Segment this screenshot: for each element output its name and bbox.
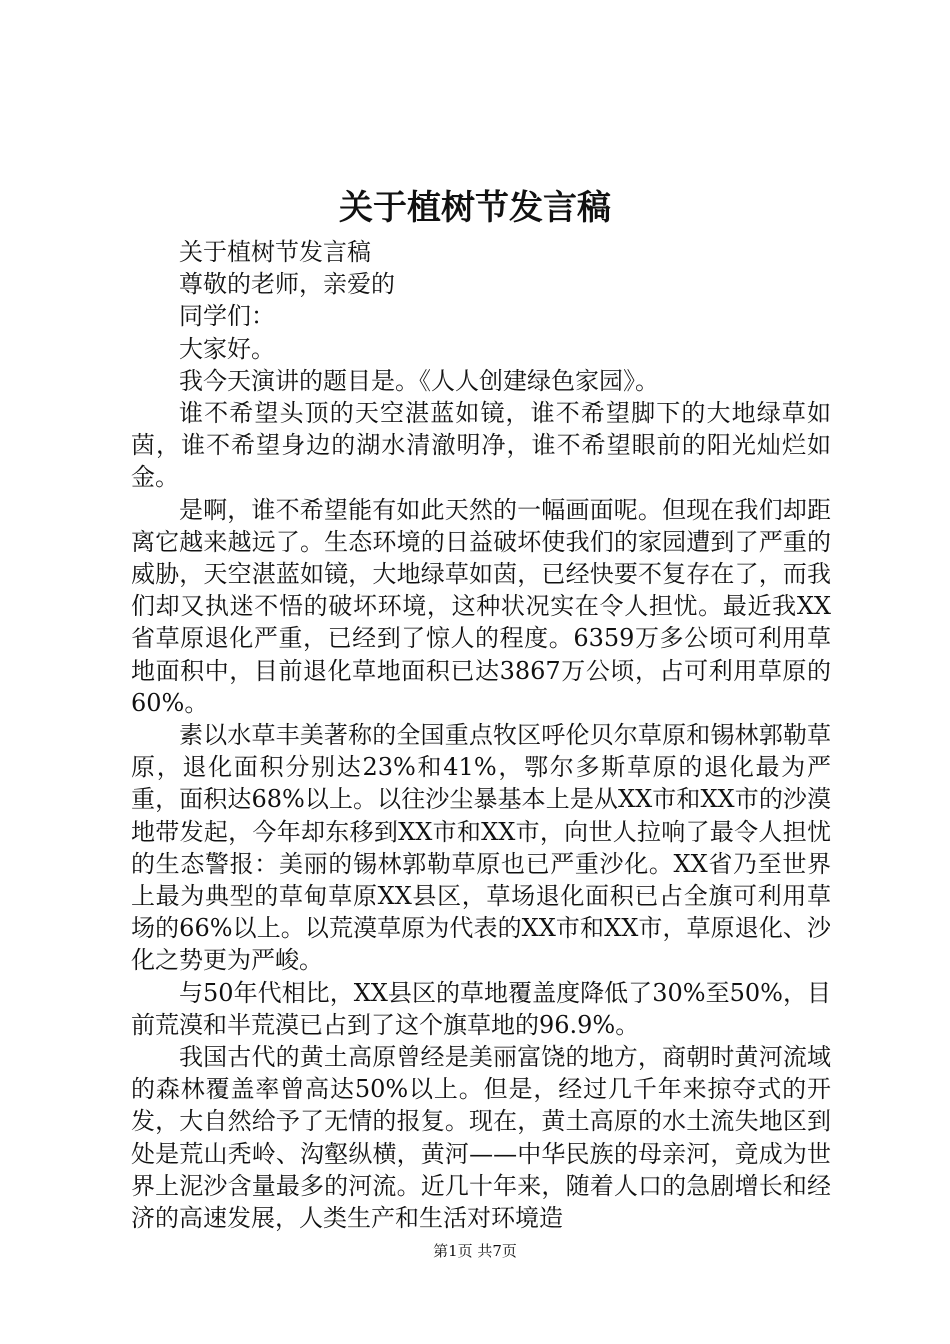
paragraph: 大家好。 <box>179 334 275 363</box>
paragraph: 我国古代的黄土高原曾经是美丽富饶的地方，商朝时黄河流域的森林覆盖率曾高达50%以上。但是，经过几千年来掠夺式的开发，大自然给予了无情的报复。现在，黄土高原的水土流失地区到处是荒山秃岭、沟壑纵横，黄河——中华民族的母亲河，竟成为世界上泥沙含量最多的河流。近几十年来，随着人口的急剧增长和经济的高速发展，人类生产和生活对环境造 <box>131 1043 831 1233</box>
paragraph: 关于植树节发言稿 <box>179 238 371 266</box>
paragraph: 我今天演讲的题目是。《人人创建绿色家园》。 <box>179 366 659 395</box>
paragraph: 尊敬的老师，亲爱的 <box>179 270 395 299</box>
paragraph: 同学们： <box>179 302 275 331</box>
paragraph: 是啊，谁不希望能有如此天然的一幅画面呢。但现在我们却距离它越来越远了。生态环境的日益破坏使我们的家园遭到了严重的威胁，天空湛蓝如镜，大地绿草如茵，已经快要不复存在了，而我们却又执迷不悟的破坏环境，这种状况实在令人担忧。最近我XX省草原退化严重，已经到了惊人的程度。6359万多公顷可利用草地面积中，目前退化草地面积已达3867万公顷，占可利用草原的60%。 <box>131 495 831 717</box>
paragraph: 素以水草丰美著称的全国重点牧区呼伦贝尔草原和锡林郭勒草原，退化面积分别达23%和41%，鄂尔多斯草原的退化最为严重，面积达68%以上。以往沙尘暴基本上是从XX市和XX市的沙漠地带发起，今年却东移到XX市和XX市，向世人拉响了最令人担忧的生态警报：美丽的锡林郭勒草原也已严重沙化。XX省乃至世界上最为典型的草甸草原XX县区，草场退化面积已占全旗可利用草场的66%以上。以荒漠草原为代表的XX市和XX市，草原退化、沙化之势更为严峻。 <box>131 721 831 975</box>
paragraph: 与50年代相比，XX县区的草地覆盖度降低了30%至50%，目前荒漠和半荒漠已占到了这个旗草地的96.9%。 <box>131 978 831 1039</box>
document-title: 关于植树节发言稿 <box>339 188 611 228</box>
page-number-footer: 第1页 共7页 <box>433 1242 517 1260</box>
document-body <box>131 236 831 1234</box>
paragraph: 谁不希望头顶的天空湛蓝如镜，谁不希望脚下的大地绿草如茵，谁不希望身边的湖水清澈明净，谁不希望眼前的阳光灿烂如金。 <box>131 399 831 492</box>
